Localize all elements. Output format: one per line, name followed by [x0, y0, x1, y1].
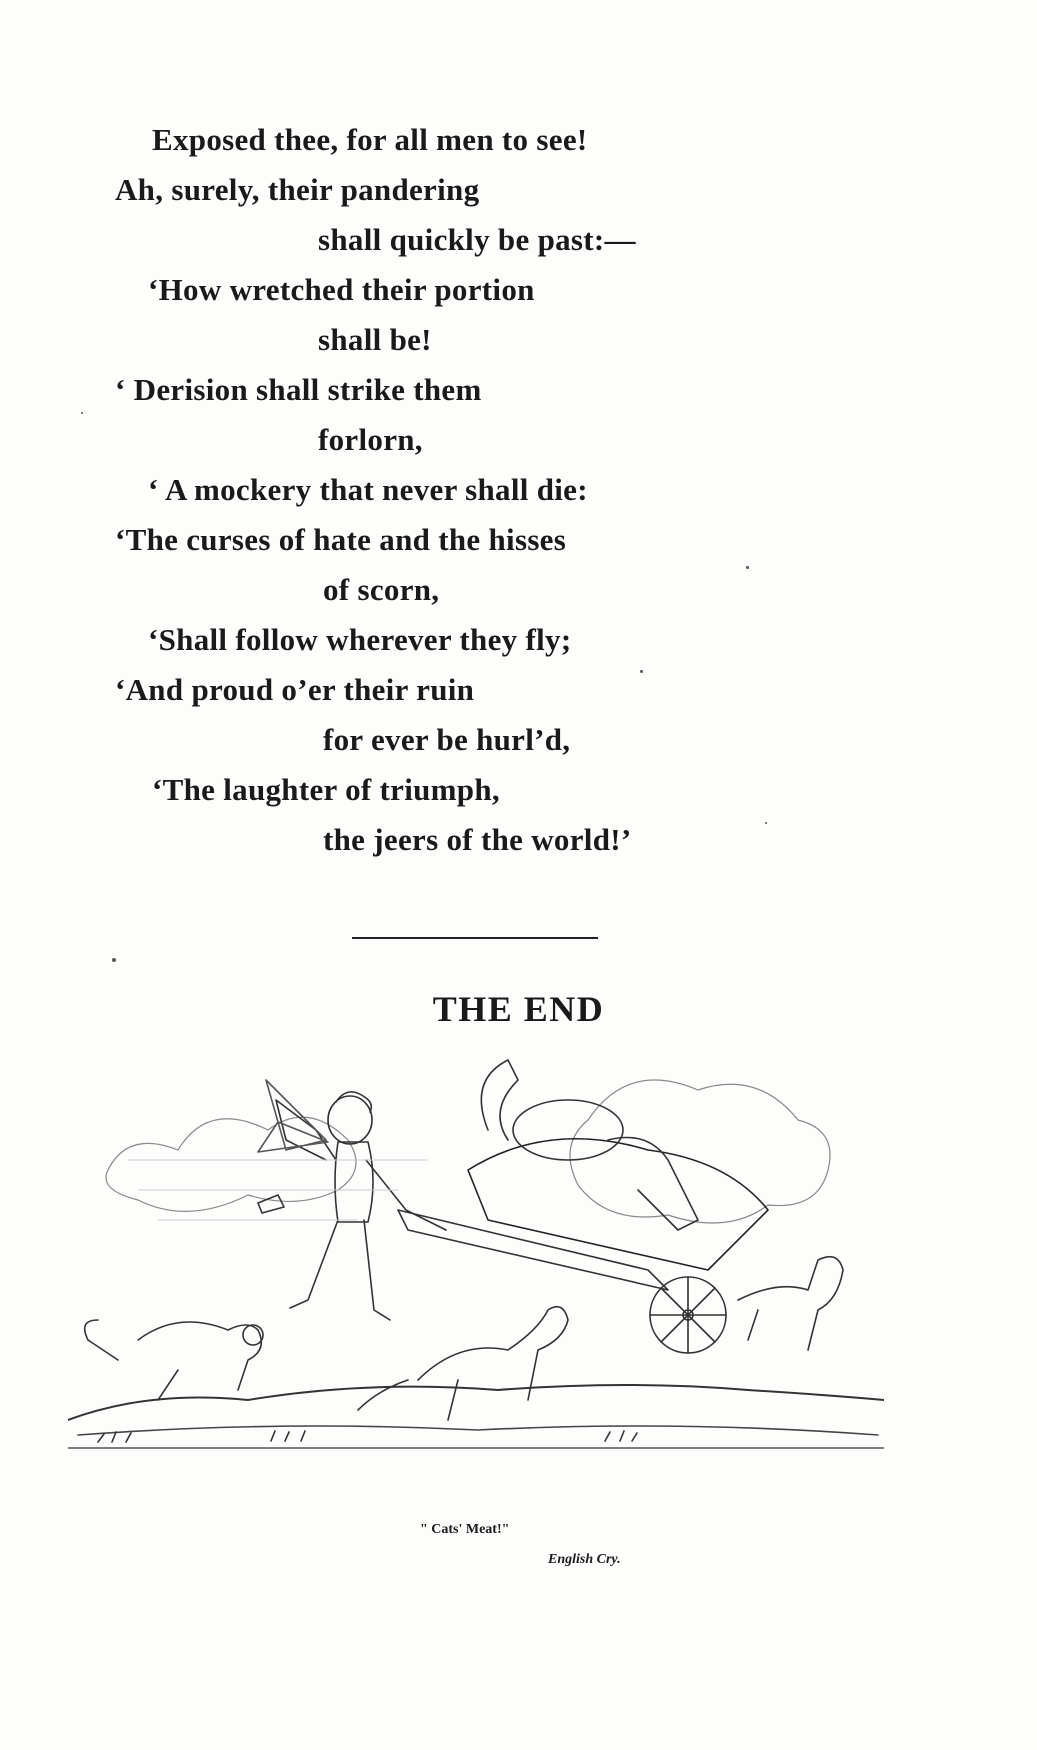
illustration-source: English Cry. — [548, 1552, 621, 1567]
poem-line: ‘And proud o’er their ruin — [115, 672, 475, 707]
poem-line: ‘The laughter of triumph, — [152, 772, 500, 807]
scan-speck — [746, 566, 749, 569]
scan-speck — [112, 958, 116, 962]
poem-line: ‘Shall follow wherever they fly; — [148, 622, 572, 657]
scan-speck — [640, 670, 643, 673]
poem-line: the jeers of the world!’ — [323, 822, 632, 857]
scan-speck — [81, 412, 83, 414]
poem-line: Exposed thee, for all men to see! — [152, 122, 588, 157]
poem-line: of scorn, — [323, 572, 440, 607]
poem-line: ‘ A mockery that never shall die: — [148, 472, 588, 507]
poem-line: Ah, surely, their pandering — [115, 172, 480, 207]
scan-speck — [765, 822, 767, 824]
poem-line: shall be! — [318, 322, 432, 357]
poem-line: ‘The curses of hate and the hisses — [115, 522, 567, 557]
poem-line: forlorn, — [318, 422, 423, 457]
end-heading: THE END — [432, 989, 605, 1029]
poem-line: for ever be hurl’d, — [323, 722, 571, 757]
poem-line: ‘How wretched their portion — [148, 272, 535, 307]
wheelbarrow-engraving — [68, 1050, 884, 1500]
poem-line: shall quickly be past:— — [318, 222, 636, 257]
poem-line: ‘ Derision shall strike them — [115, 372, 482, 407]
section-divider — [352, 937, 598, 939]
illustration-caption: " Cats' Meat!" — [420, 1522, 510, 1537]
